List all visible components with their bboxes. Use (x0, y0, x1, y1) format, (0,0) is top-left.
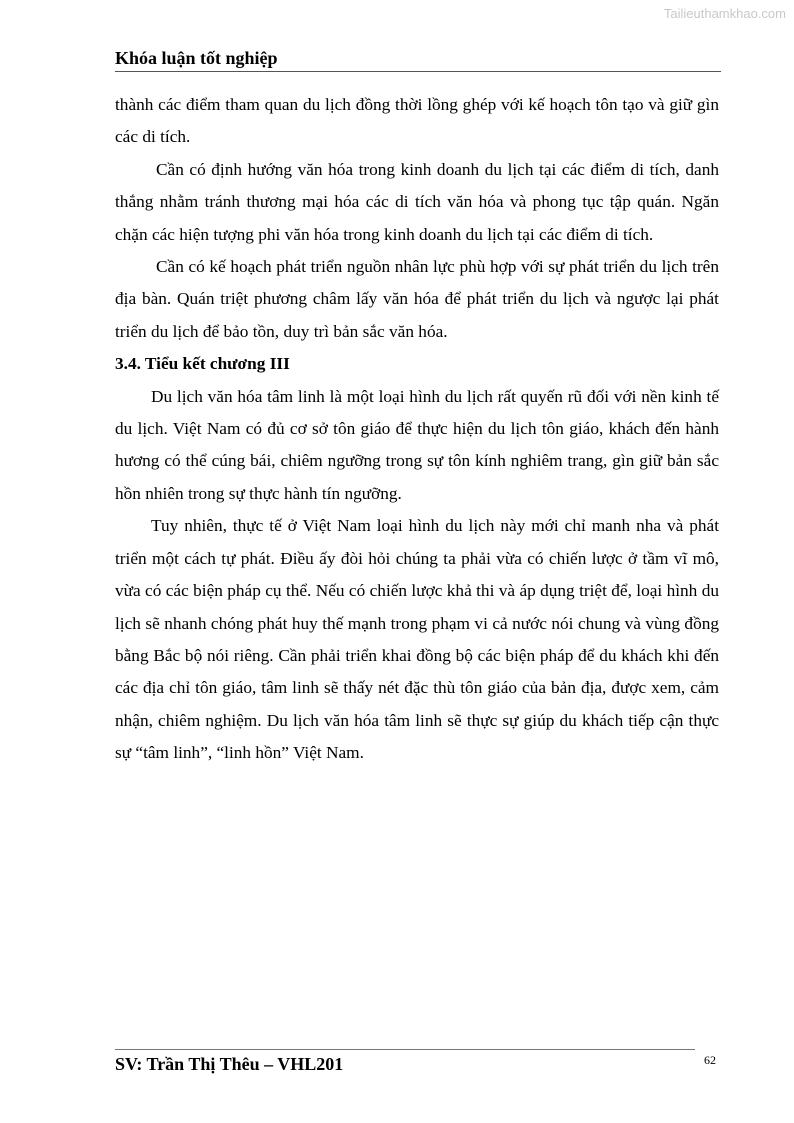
paragraph: Du lịch văn hóa tâm linh là một loại hình du lịch rất quyến rũ đối với nền kinh tế du lịch. Việt Nam có đủ cơ sở tôn giáo để thực hiện du lịch tôn giáo, khách đến hành hương có thể cúng bái, chiêm ngưỡng trong sự tôn kính nghiêm trang, gìn giữ bản sắc hồn nhiên trong sự thực hành tín ngưỡng. (115, 386, 719, 503)
paragraph: Cần có kế hoạch phát triển nguồn nhân lực phù hợp với sự phát triển du lịch trên địa bàn. Quán triệt phương châm lấy văn hóa để phát triển du lịch và ngược lại phát triển du lịch để bảo tồn, duy trì bản sắc văn hóa. (115, 257, 719, 341)
footer-author: SV: Trần Thị Thêu – VHL201 (115, 1054, 344, 1074)
page-number: 62 (704, 1053, 716, 1067)
paragraph-continuation: thành các điểm tham quan du lịch đồng thời lồng ghép với kế hoạch tôn tạo và giữ gìn các di tích. (115, 95, 719, 147)
header-rule (115, 71, 721, 72)
paragraph: Cần có định hướng văn hóa trong kinh doanh du lịch tại các điểm di tích, danh thắng nhằm tránh thương mại hóa các di tích văn hóa và phong tục tập quán. Ngăn chặn các hiện tượng phi văn hóa trong kinh doanh du lịch tại các điểm di tích. (115, 159, 719, 244)
footer-rule (115, 1049, 695, 1050)
watermark: Tailieuthamkhao.com (663, 6, 786, 21)
paragraph: Tuy nhiên, thực tế ở Việt Nam loại hình du lịch này mới chỉ manh nha và phát triển một cách tự phát. Điều ấy đòi hỏi chúng ta phải vừa có chiến lược ở tầm vĩ mô, vừa có các biện pháp cụ thể. Nếu có chiến lược khả thi và áp dụng triệt để, loại hình du lịch sẽ nhanh chóng phát huy thế mạnh trong phạm vi cả nước nói chung và vùng đồng bằng Bắc bộ nói riêng. Cần phải triển khai đồng bộ các biện pháp để du khách khi đến các địa chỉ tôn giáo, tâm linh sẽ thấy nét đặc thù tôn giáo của bản địa, được xem, cảm nhận, chiêm nghiệm. Du lịch văn hóa tâm linh sẽ thực sự giúp du khách tiếp cận thực sự “tâm linh”, “linh hồn” Việt Nam. (115, 516, 719, 763)
document-body (115, 89, 719, 770)
header-title: Khóa luận tốt nghiệp (115, 48, 278, 68)
section-heading: 3.4. Tiểu kết chương III (115, 354, 290, 374)
